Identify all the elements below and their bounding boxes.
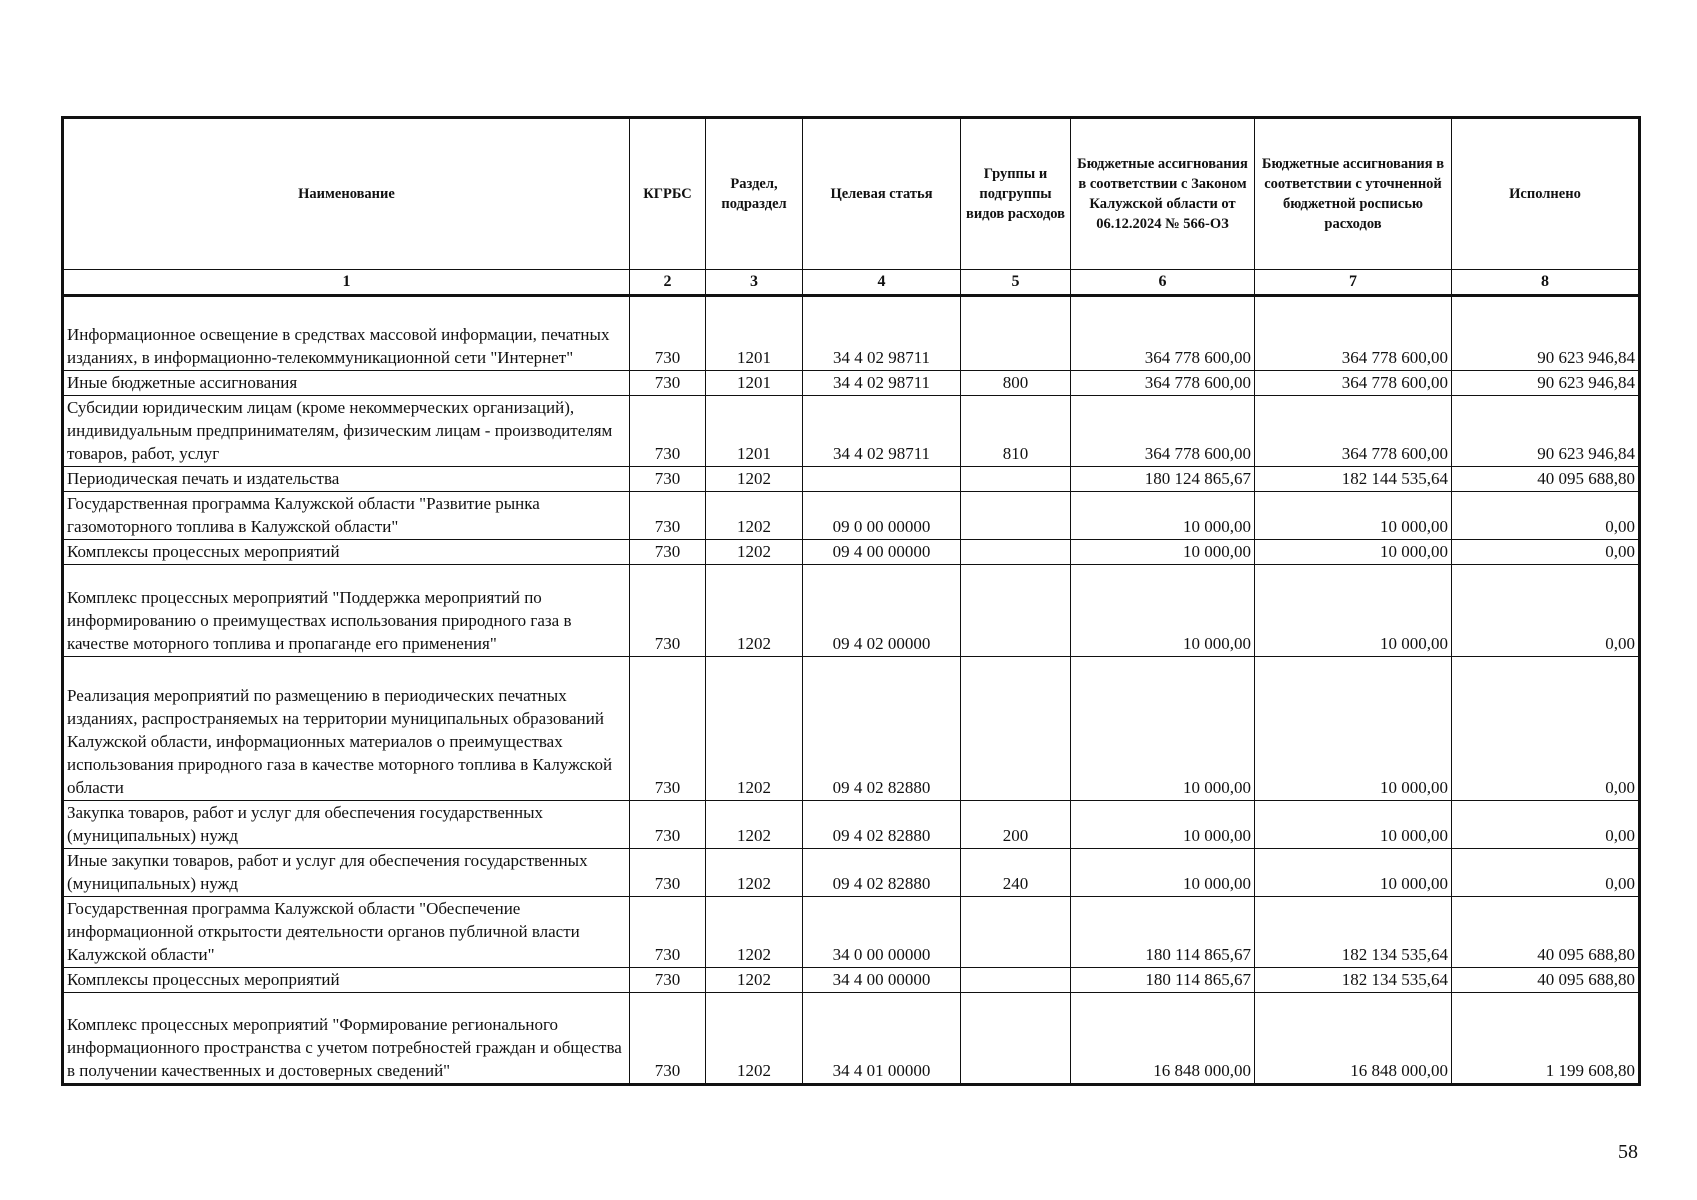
row-section: 1202 <box>706 540 803 565</box>
row-law-amount: 10 000,00 <box>1071 492 1255 540</box>
table-row <box>63 897 1640 968</box>
row-name: Иные закупки товаров, работ и услуг для обеспечения государственных (муниципальных) нужд <box>63 849 630 897</box>
row-name: Комплексы процессных мероприятий <box>63 540 630 565</box>
row-refined-amount: 10 000,00 <box>1255 657 1452 801</box>
row-section: 1202 <box>706 492 803 540</box>
row-target: 09 4 02 82880 <box>803 657 961 801</box>
row-section: 1202 <box>706 467 803 492</box>
row-kgrbs: 730 <box>630 296 706 371</box>
row-target: 34 4 01 00000 <box>803 993 961 1085</box>
column-number: 3 <box>706 270 803 296</box>
page-number: 58 <box>1618 1141 1638 1163</box>
header-name: Наименование <box>63 118 630 270</box>
row-group: 800 <box>961 371 1071 396</box>
table-row <box>63 371 1640 396</box>
row-law-amount: 364 778 600,00 <box>1071 396 1255 467</box>
header-executed: Исполнено <box>1452 118 1640 270</box>
row-section: 1202 <box>706 801 803 849</box>
row-group <box>961 657 1071 801</box>
table-row <box>63 467 1640 492</box>
row-executed-amount: 40 095 688,80 <box>1452 968 1640 993</box>
row-refined-amount: 182 134 535,64 <box>1255 968 1452 993</box>
row-refined-amount: 364 778 600,00 <box>1255 371 1452 396</box>
table-row <box>63 396 1640 467</box>
row-kgrbs: 730 <box>630 492 706 540</box>
row-section: 1202 <box>706 993 803 1085</box>
row-group: 810 <box>961 396 1071 467</box>
row-section: 1201 <box>706 371 803 396</box>
header-law: Бюджетные ассигнования в соответствии с Законом Калужской области от 06.12.2024 № 566-ОЗ <box>1071 118 1255 270</box>
row-name: Информационное освещение в средствах массовой информации, печатных изданиях, в информационно-телекоммуникационной сети "Интернет" <box>63 296 630 371</box>
row-group <box>961 467 1071 492</box>
row-kgrbs: 730 <box>630 565 706 657</box>
row-law-amount: 10 000,00 <box>1071 801 1255 849</box>
row-name: Комплексы процессных мероприятий <box>63 968 630 993</box>
row-target: 34 4 02 98711 <box>803 396 961 467</box>
row-refined-amount: 364 778 600,00 <box>1255 296 1452 371</box>
row-target: 09 4 02 82880 <box>803 849 961 897</box>
row-group <box>961 897 1071 968</box>
table-row <box>63 492 1640 540</box>
header-section: Раздел, подраздел <box>706 118 803 270</box>
row-law-amount: 180 114 865,67 <box>1071 968 1255 993</box>
row-section: 1202 <box>706 565 803 657</box>
row-refined-amount: 10 000,00 <box>1255 540 1452 565</box>
row-law-amount: 10 000,00 <box>1071 540 1255 565</box>
row-target: 09 4 00 00000 <box>803 540 961 565</box>
row-refined-amount: 10 000,00 <box>1255 565 1452 657</box>
row-name: Иные бюджетные ассигнования <box>63 371 630 396</box>
row-executed-amount: 0,00 <box>1452 492 1640 540</box>
row-executed-amount: 0,00 <box>1452 849 1640 897</box>
column-number: 7 <box>1255 270 1452 296</box>
row-section: 1202 <box>706 897 803 968</box>
row-kgrbs: 730 <box>630 801 706 849</box>
table-row <box>63 801 1640 849</box>
row-target: 34 4 00 00000 <box>803 968 961 993</box>
row-law-amount: 10 000,00 <box>1071 565 1255 657</box>
row-law-amount: 364 778 600,00 <box>1071 371 1255 396</box>
row-refined-amount: 10 000,00 <box>1255 801 1452 849</box>
row-section: 1202 <box>706 849 803 897</box>
row-target <box>803 467 961 492</box>
row-executed-amount: 90 623 946,84 <box>1452 396 1640 467</box>
row-kgrbs: 730 <box>630 849 706 897</box>
row-law-amount: 364 778 600,00 <box>1071 296 1255 371</box>
table-row <box>63 968 1640 993</box>
row-group <box>961 993 1071 1085</box>
row-executed-amount: 40 095 688,80 <box>1452 897 1640 968</box>
row-refined-amount: 364 778 600,00 <box>1255 396 1452 467</box>
table-body <box>63 296 1640 1085</box>
table-row <box>63 565 1640 657</box>
table-row <box>63 849 1640 897</box>
row-law-amount: 16 848 000,00 <box>1071 993 1255 1085</box>
row-executed-amount: 0,00 <box>1452 801 1640 849</box>
row-executed-amount: 0,00 <box>1452 540 1640 565</box>
row-executed-amount: 90 623 946,84 <box>1452 296 1640 371</box>
row-group <box>961 968 1071 993</box>
column-number: 8 <box>1452 270 1640 296</box>
row-kgrbs: 730 <box>630 657 706 801</box>
row-group <box>961 492 1071 540</box>
row-name: Комплекс процессных мероприятий "Формирование регионального информационного пространства с учетом потребностей граждан и общества в получении качественных и достоверных сведений" <box>63 993 630 1085</box>
row-executed-amount: 0,00 <box>1452 565 1640 657</box>
row-kgrbs: 730 <box>630 968 706 993</box>
row-kgrbs: 730 <box>630 993 706 1085</box>
row-target: 34 4 02 98711 <box>803 371 961 396</box>
row-kgrbs: 730 <box>630 897 706 968</box>
row-refined-amount: 182 144 535,64 <box>1255 467 1452 492</box>
column-number: 4 <box>803 270 961 296</box>
table-row <box>63 657 1640 801</box>
row-target: 09 4 02 00000 <box>803 565 961 657</box>
header-groups: Группы и подгруппы видов расходов <box>961 118 1071 270</box>
row-name: Комплекс процессных мероприятий "Поддержка мероприятий по информированию о преимуществах использования природного газа в качестве моторного топлива и пропаганде его применения" <box>63 565 630 657</box>
row-section: 1202 <box>706 657 803 801</box>
row-kgrbs: 730 <box>630 540 706 565</box>
row-law-amount: 10 000,00 <box>1071 657 1255 801</box>
row-section: 1201 <box>706 296 803 371</box>
row-executed-amount: 90 623 946,84 <box>1452 371 1640 396</box>
row-executed-amount: 0,00 <box>1452 657 1640 801</box>
row-target: 34 0 00 00000 <box>803 897 961 968</box>
column-number: 6 <box>1071 270 1255 296</box>
row-group <box>961 565 1071 657</box>
row-refined-amount: 10 000,00 <box>1255 849 1452 897</box>
row-group <box>961 296 1071 371</box>
row-name: Периодическая печать и издательства <box>63 467 630 492</box>
column-number: 2 <box>630 270 706 296</box>
row-executed-amount: 40 095 688,80 <box>1452 467 1640 492</box>
row-section: 1202 <box>706 968 803 993</box>
row-kgrbs: 730 <box>630 396 706 467</box>
header-target: Целевая статья <box>803 118 961 270</box>
row-law-amount: 180 124 865,67 <box>1071 467 1255 492</box>
table-row <box>63 540 1640 565</box>
header-refined: Бюджетные ассигнования в соответствии с уточненной бюджетной росписью расходов <box>1255 118 1452 270</box>
row-target: 09 0 00 00000 <box>803 492 961 540</box>
row-executed-amount: 1 199 608,80 <box>1452 993 1640 1085</box>
table-header-row <box>63 118 1640 270</box>
row-name: Субсидии юридическим лицам (кроме некоммерческих организаций), индивидуальным предпринимателям, физическим лицам - производителям товаров, работ, услуг <box>63 396 630 467</box>
row-group: 200 <box>961 801 1071 849</box>
budget-execution-table <box>61 116 1641 1086</box>
row-name: Государственная программа Калужской области "Обеспечение информационной открытости деятельности органов публичной власти Калужской области" <box>63 897 630 968</box>
row-refined-amount: 16 848 000,00 <box>1255 993 1452 1085</box>
column-number: 1 <box>63 270 630 296</box>
row-refined-amount: 10 000,00 <box>1255 492 1452 540</box>
row-law-amount: 180 114 865,67 <box>1071 897 1255 968</box>
column-number: 5 <box>961 270 1071 296</box>
row-name: Реализация мероприятий по размещению в периодических печатных изданиях, распространяемых на территории муниципальных образований Калужской области, информационных материалов о преимуществах использования природного газа в качестве моторного топлива в Калужской области <box>63 657 630 801</box>
row-group <box>961 540 1071 565</box>
row-name: Закупка товаров, работ и услуг для обеспечения государственных (муниципальных) нужд <box>63 801 630 849</box>
row-refined-amount: 182 134 535,64 <box>1255 897 1452 968</box>
column-number-row <box>63 270 1640 296</box>
row-target: 09 4 02 82880 <box>803 801 961 849</box>
row-section: 1201 <box>706 396 803 467</box>
row-law-amount: 10 000,00 <box>1071 849 1255 897</box>
row-name: Государственная программа Калужской области "Развитие рынка газомоторного топлива в Калужской области" <box>63 492 630 540</box>
table-row <box>63 993 1640 1085</box>
table-row <box>63 296 1640 371</box>
row-kgrbs: 730 <box>630 467 706 492</box>
header-kgrbs: КГРБС <box>630 118 706 270</box>
row-group: 240 <box>961 849 1071 897</box>
row-target: 34 4 02 98711 <box>803 296 961 371</box>
row-kgrbs: 730 <box>630 371 706 396</box>
